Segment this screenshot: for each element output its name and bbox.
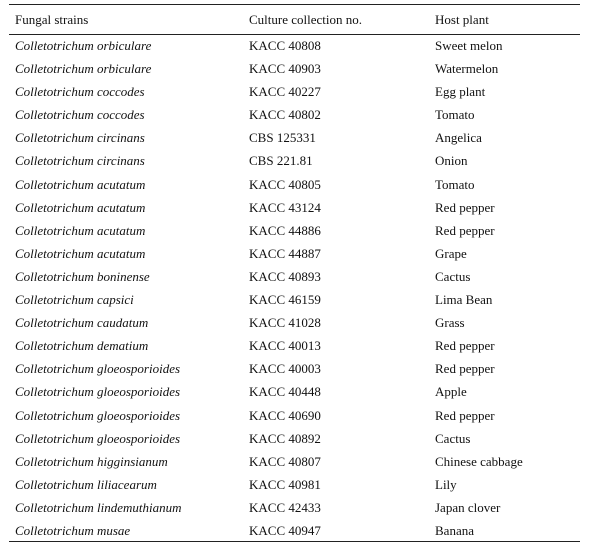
table-row [9,243,580,266]
strain-name-cell: Colletotrichum higginsianum [15,453,168,469]
strain-name-cell: Colletotrichum orbiculare [15,38,152,53]
strain-name-cell: Colletotrichum liliacearum [15,476,157,492]
strain-name-cell: Colletotrichum circinans [15,130,145,146]
host-plant-cell: Red pepper [435,407,495,423]
collection-number-cell: KACC 40690 [249,407,321,423]
collection-number-cell: CBS 125331 [249,130,316,146]
table-row [9,312,580,335]
strain-name-cell: Colletotrichum gloeosporioides [15,430,181,446]
collection-number-cell: KACC 40805 [249,176,321,192]
host-plant-cell: Lima Bean [435,292,493,308]
header-culture-collection-no: Culture collection no. [249,12,363,27]
collection-number-cell: KACC 42433 [249,499,321,515]
strain-name-cell: Colletotrichum gloeosporioides [15,407,181,423]
table-row [9,520,580,543]
strain-name-cell: Colletotrichum circinans [15,153,145,169]
host-plant-cell: Japan clover [435,499,501,515]
strain-name-cell: Colletotrichum gloeosporioides [15,384,181,400]
host-plant-cell: Red pepper [435,338,495,354]
strain-name-cell: Colletotrichum dematium [15,338,149,354]
collection-number-cell: KACC 44886 [249,222,321,238]
host-plant-cell: Cactus [435,268,471,284]
strain-name-cell: Colletotrichum gloeosporioides [15,361,181,377]
table-row [9,150,580,173]
strain-name-cell: Colletotrichum coccodes [15,107,145,123]
strain-name-cell: Colletotrichum musae [15,522,131,538]
table-row [9,381,580,404]
strain-name-cell: Colletotrichum acutatum [15,176,146,192]
table-row [9,428,580,451]
table-header-row [9,12,580,32]
strain-name-cell: Colletotrichum acutatum [15,199,146,215]
table-row [9,451,580,474]
host-plant-cell: Red pepper [435,222,495,238]
table-row [9,405,580,428]
strain-name-cell: Colletotrichum capsici [15,292,134,308]
collection-number-cell: KACC 40808 [249,38,321,53]
strain-name-cell: Colletotrichum orbiculare [15,61,152,77]
collection-number-cell: KACC 40981 [249,476,321,492]
collection-number-cell: KACC 40802 [249,107,321,123]
header-host-plant: Host plant [435,12,489,27]
host-plant-cell: Tomato [435,176,475,192]
host-plant-cell: Cactus [435,430,471,446]
table-row [9,497,580,520]
table-row [9,266,580,289]
collection-number-cell: KACC 40893 [249,268,321,284]
collection-number-cell: KACC 44887 [249,245,321,261]
table-row [9,358,580,381]
collection-number-cell: CBS 221.81 [249,153,313,169]
collection-number-cell: KACC 40448 [249,384,321,400]
collection-number-cell: KACC 40892 [249,430,321,446]
host-plant-cell: Apple [435,384,467,400]
table-body [9,35,580,543]
collection-number-cell: KACC 46159 [249,292,321,308]
collection-number-cell: KACC 40003 [249,361,321,377]
table-top-rule [9,4,580,5]
table-row [9,474,580,497]
host-plant-cell: Grass [435,315,465,331]
host-plant-cell: Red pepper [435,199,495,215]
collection-number-cell: KACC 43124 [249,199,321,215]
host-plant-cell: Red pepper [435,361,495,377]
table-row [9,58,580,81]
strain-name-cell: Colletotrichum boninense [15,268,150,284]
table-bottom-rule [9,541,580,542]
strain-name-cell: Colletotrichum lindemuthianum [15,499,182,515]
host-plant-cell: Lily [435,476,457,492]
collection-number-cell: KACC 40227 [249,84,321,100]
table-row [9,104,580,127]
table-row [9,35,580,58]
table-row [9,197,580,220]
strain-name-cell: Colletotrichum caudatum [15,315,149,331]
table-row [9,289,580,312]
table-row [9,220,580,243]
host-plant-cell: Egg plant [435,84,486,100]
collection-number-cell: KACC 41028 [249,315,321,331]
host-plant-cell: Banana [435,522,474,538]
strain-name-cell: Colletotrichum acutatum [15,222,146,238]
host-plant-cell: Grape [435,245,467,261]
collection-number-cell: KACC 40947 [249,522,321,538]
collection-number-cell: KACC 40903 [249,61,321,77]
host-plant-cell: Chinese cabbage [435,453,523,469]
host-plant-cell: Onion [435,153,468,169]
host-plant-cell: Sweet melon [435,38,503,53]
host-plant-cell: Tomato [435,107,475,123]
table-row [9,81,580,104]
strain-name-cell: Colletotrichum coccodes [15,84,145,100]
table-row [9,127,580,150]
collection-number-cell: KACC 40807 [249,453,321,469]
host-plant-cell: Angelica [435,130,482,146]
host-plant-cell: Watermelon [435,61,499,77]
table-row [9,174,580,197]
table-row [9,335,580,358]
header-fungal-strains: Fungal strains [15,12,89,27]
strain-name-cell: Colletotrichum acutatum [15,245,146,261]
collection-number-cell: KACC 40013 [249,338,321,354]
